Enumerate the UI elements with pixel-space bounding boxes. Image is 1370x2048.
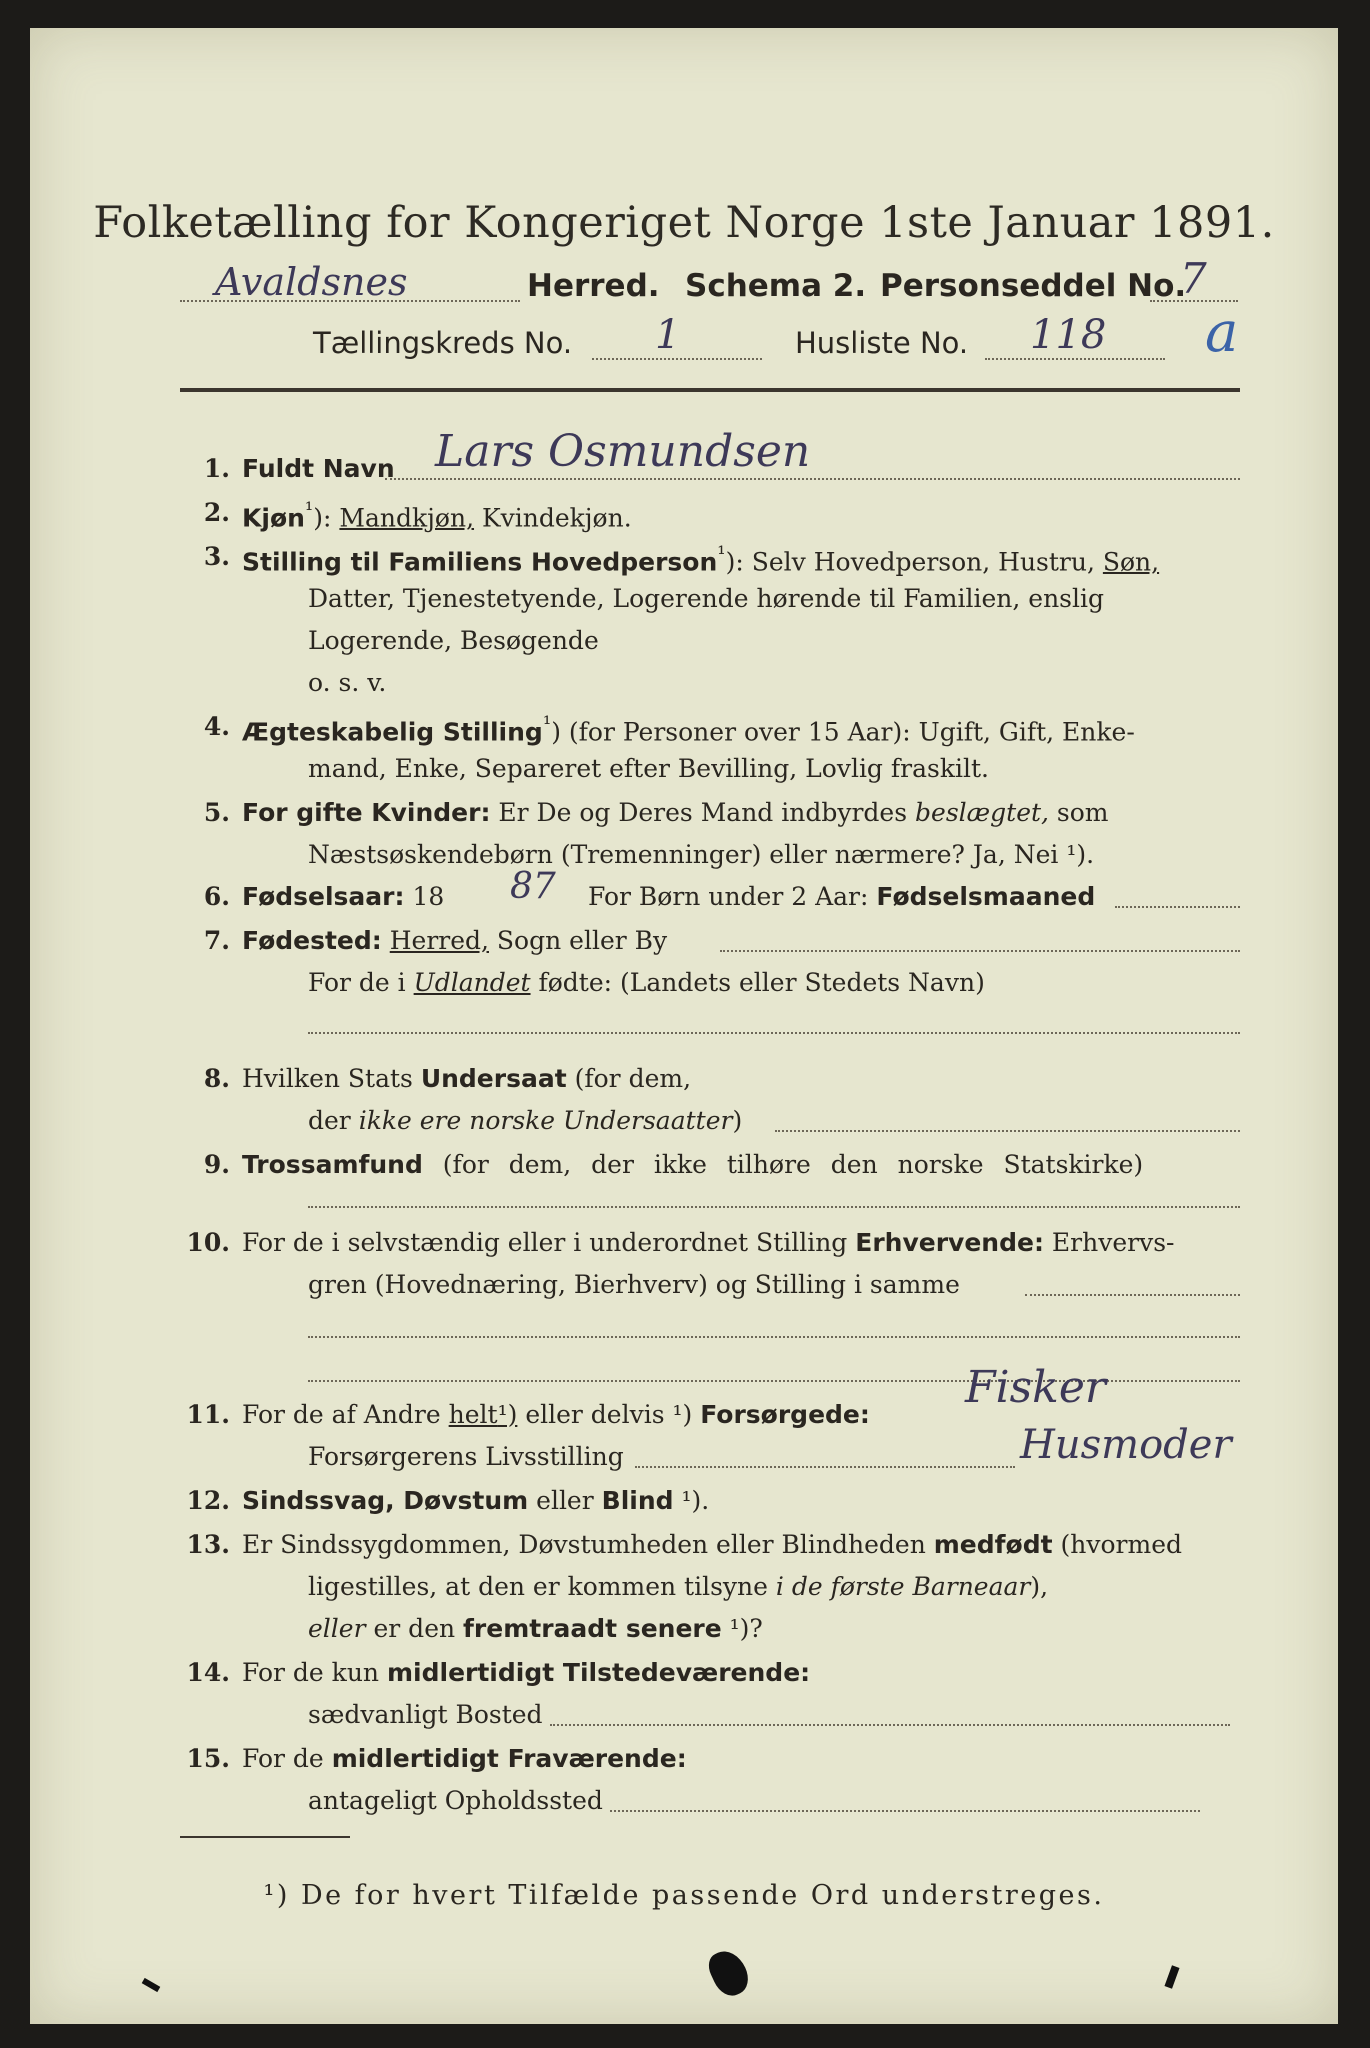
item-8-line-2 [308,1106,742,1135]
item-13-line2i: i de første Barneaar [775,1572,1031,1601]
kreds-label: Tællingskreds No. [313,326,573,360]
item-6-number: 6. [203,882,230,911]
item-8-line-1 [242,1064,691,1093]
item-4-sup: ¹ [542,712,552,736]
item-2-option-mandkjon: Mandkjøn, [339,503,475,533]
item-1-dotted-line [385,478,1240,480]
item-3-label: Stilling til Familiens Hovedperson [242,547,718,577]
item-8-text-1: Hvilken Stats [242,1064,421,1093]
item-15-line-2: antageligt Opholdssted [308,1786,603,1815]
item-13-line-2 [308,1572,1048,1601]
item-13-line2a: ligestilles, at den er kommen tilsyne [308,1572,776,1601]
item-6-dotted-line [1115,906,1240,908]
item-9-number: 9. [203,1150,230,1179]
item-8-dotted-line [775,1130,1240,1132]
husliste-dotted-line [985,358,1165,360]
item-6-label-2: Fødselsmaaned [876,882,1096,911]
item-9-blank-line [308,1206,1240,1208]
item-8-label: Undersaat [420,1064,567,1093]
item-7-text: Sogn eller By [488,926,668,955]
item-1-value: Lars Osmundsen [435,426,811,477]
item-3-line-1 [242,542,1159,576]
item-11-text-2: eller delvis ¹) [517,1400,701,1429]
item-6-line-b [588,882,1095,911]
item-11-text-1: For de af Andre [242,1400,449,1429]
item-11-number: 11. [186,1400,230,1429]
kreds-value: 1 [655,312,681,358]
husliste-suffix: a [1205,300,1239,365]
item-5-text-1: Er De og Deres Mand indbyrdes [490,798,916,827]
item-7-udlandet: Udlandet [413,968,531,997]
item-15-line-1 [242,1744,687,1773]
item-5-line-1 [242,798,1109,827]
item-6-line [242,882,444,911]
item-13-line-3 [308,1614,763,1643]
item-2-line [242,498,632,532]
item-3-line-3: Logerende, Besøgende [308,626,599,655]
census-form-sheet [30,28,1338,2024]
item-1-number: 1. [203,454,230,483]
item-11-line-2: Forsørgerens Livsstilling [308,1442,624,1471]
husliste-label: Husliste No. [795,326,969,360]
item-11-dotted-line [635,1466,1015,1468]
item-13-text-2: (hvormed [1052,1530,1182,1559]
item-3-sup: ¹ [717,542,726,566]
item-7-selected-herred: Herred, [389,926,489,955]
item-12-text-1: eller [528,1486,602,1515]
item-13-line3a: er den [365,1614,464,1643]
item-8-line2a: der [308,1106,359,1135]
item-15-number: 15. [186,1744,230,1773]
item-10-text-1: For de i selvstændig eller i underordnet Stilling [242,1228,856,1257]
item-7-line-2 [308,968,985,997]
item-9-text: (for dem, der ikke tilhøre den norske Statskirke) [422,1150,1144,1179]
item-15-label: midlertidigt Fraværende: [331,1744,687,1773]
item-11-label: Forsørgede: [700,1400,870,1429]
item-9-label: Trossamfund [242,1150,423,1179]
item-7-number: 7. [203,926,230,955]
item-5-number: 5. [203,798,230,827]
item-13-line3i: eller [308,1614,366,1643]
item-7-line2a: For de i [308,968,414,997]
item-7-dotted-line [720,950,1240,952]
footnote: ¹) De for hvert Tilfælde passende Ord understreges. [263,1880,1105,1911]
item-8-line2b: ) [732,1106,743,1135]
item-3-line-4: o. s. v. [308,668,387,697]
item-10-label: Erhvervende: [855,1228,1044,1257]
item-15-dotted-line [610,1810,1200,1812]
item-2-sup: ¹ [304,498,314,522]
item-3-selected-son: Søn, [1102,547,1160,577]
item-6-prefix: 18 [404,882,445,911]
item-8-text-2: (for dem, [566,1064,692,1093]
husliste-value: 118 [1030,312,1107,358]
item-5-label-pre: For [242,798,297,827]
form-title: Folketælling for Kongeriget Norge 1ste Januar 1891. [93,198,1275,248]
item-7-label: Fødested: [242,926,382,955]
personseddel-label: Personseddel No. [880,268,1187,304]
item-12-label-2: Blind [601,1486,674,1515]
item-10-dotted-line [1025,1294,1240,1296]
item-5-label: gifte Kvinder: [296,798,491,827]
header-rule [180,388,1240,392]
item-5-line-2: Næstsøskendebørn (Tremenninger) eller nærmere? Ja, Nei ¹). [308,840,1095,869]
item-2-after-sup: ): [313,503,340,533]
item-13-number: 13. [186,1530,230,1559]
item-6-text: For Børn under 2 Aar: [588,882,877,911]
personseddel-value: 7 [1180,254,1207,303]
item-4-line-1 [242,712,1135,746]
item-2-number: 2. [203,498,230,527]
item-11-value-2: Husmoder [1020,1422,1232,1468]
kreds-dotted-line [592,358,762,360]
item-8-number: 8. [203,1064,230,1093]
item-11-line-1 [242,1400,870,1429]
item-15-text-1: For de [242,1744,332,1773]
item-11-value-1: Fisker [965,1362,1106,1413]
item-5-italic: beslægtet, [915,798,1049,827]
item-13-line3b: fremtraadt senere [463,1614,722,1643]
item-7-line-1 [242,926,667,955]
item-3-text: ): Selv Hovedperson, Hustru, [725,547,1103,577]
item-12-text-2: ¹). [673,1486,710,1515]
item-11-selected-helt: helt [448,1400,498,1429]
item-14-line-1 [242,1658,810,1687]
item-2-option-kvindekjon: Kvindekjøn. [474,503,632,533]
item-3-number: 3. [203,542,230,571]
item-10-blank-line-1 [308,1336,1240,1338]
ink-blot-bottom [704,1945,754,2001]
item-1-label: Fuldt Navn [242,454,395,483]
footnote-rule [180,1836,350,1838]
item-13-label: medfødt [933,1530,1053,1559]
ink-mark-right [1164,1965,1179,1988]
item-4-number: 4. [203,712,230,741]
item-4-text: ) (for Personer over 15 Aar): Ugift, Gift, Enke- [551,717,1135,747]
item-13-line-1 [242,1530,1182,1559]
item-8-line2i: ikke ere norske Undersaatter [358,1106,733,1135]
item-10-text-2: Erhvervs- [1043,1228,1175,1257]
herred-value: Avaldsnes [215,260,408,304]
item-11-sup: ¹) [497,1400,518,1429]
item-14-dotted-line [550,1724,1230,1726]
item-12-line [242,1486,709,1515]
item-14-label: midlertidigt Tilstedeværende: [386,1658,811,1687]
item-3-line-2: Datter, Tjenestetyende, Logerende hørende til Familien, enslig [308,584,1105,613]
item-13-line3c: ¹)? [721,1614,763,1643]
item-6-value: 87 [510,866,556,907]
item-2-label: Kjøn [242,503,305,533]
item-10-number: 10. [186,1228,230,1257]
item-7-blank-line [308,1032,1240,1034]
item-10-line-2: gren (Hovednæring, Bierhverv) og Stilling i samme [308,1270,960,1299]
item-6-label: Fødselsaar: [242,882,405,911]
item-9-line [242,1150,1143,1179]
item-13-text-1: Er Sindssygdommen, Døvstumheden eller Blindheden [242,1530,934,1559]
schema-label: Schema 2. [685,268,867,304]
item-5-text-2: som [1048,798,1109,827]
item-7-line2b: fødte: (Landets eller Stedets Navn) [530,968,985,997]
item-4-label: Ægteskabelig Stilling [242,717,543,747]
item-12-label-1: Sindssvag, Døvstum [242,1486,529,1515]
item-10-line-1 [242,1228,1174,1257]
item-14-text-1: For de kun [242,1658,387,1687]
item-4-line-2: mand, Enke, Separeret efter Bevilling, Lovlig fraskilt. [308,754,989,783]
item-13-line2b: ), [1030,1572,1049,1601]
item-14-number: 14. [186,1658,230,1687]
ink-mark-left [142,1978,161,1992]
item-14-line-2: sædvanligt Bosted [308,1700,543,1729]
item-12-number: 12. [186,1486,230,1515]
herred-label: Herred. [527,268,660,304]
